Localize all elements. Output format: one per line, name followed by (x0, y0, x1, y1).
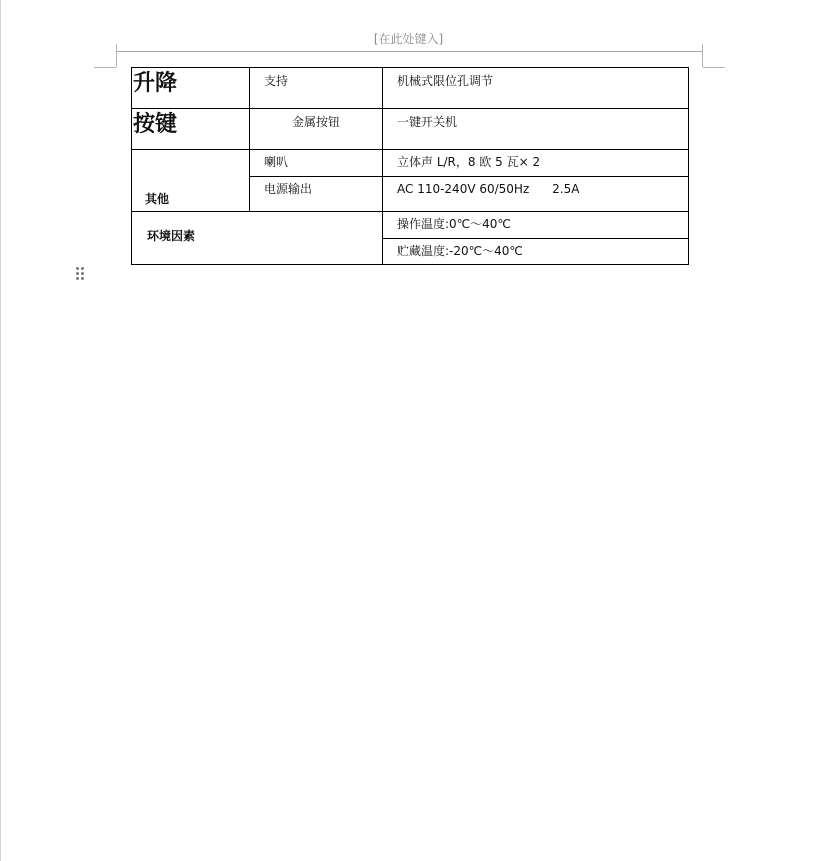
table-cell-category[interactable]: 环境因素 (132, 212, 383, 265)
table-cell-value[interactable]: 立体声 L/R，8 欧 5 瓦× 2 (383, 150, 689, 177)
header-corner-mark-right (702, 44, 703, 51)
margin-corner-mark-right (703, 67, 725, 68)
table-cell-value[interactable]: AC 110-240V 60/50Hz 2.5A (383, 177, 689, 212)
table-cell-value[interactable]: 一键开关机 (383, 109, 689, 150)
table-cell-category[interactable]: 升降 (132, 68, 250, 109)
table-cell-key[interactable]: 金属按钮 (250, 109, 383, 150)
margin-corner-mark-left-vertical (116, 51, 117, 67)
table-cell-key[interactable]: 电源输出 (250, 177, 383, 212)
header-placeholder[interactable]: [在此处键入] (373, 32, 444, 46)
spec-table (131, 67, 689, 265)
table-row (132, 212, 689, 239)
table-cell-value[interactable]: 操作温度:0℃～40℃ (383, 212, 689, 239)
table-cell-value[interactable]: 贮藏温度:-20℃～40℃ (383, 239, 689, 265)
margin-corner-mark-left (94, 67, 116, 68)
table-cell-key[interactable]: 支持 (250, 68, 383, 109)
table-row (132, 109, 689, 150)
header-divider (116, 51, 703, 52)
table-cell-value[interactable]: 机械式限位孔调节 (383, 68, 689, 109)
header-corner-mark-left (116, 44, 117, 51)
table-row (132, 68, 689, 109)
table-row (132, 150, 689, 177)
drag-handle-icon[interactable] (76, 267, 84, 281)
margin-corner-mark-right-vertical (702, 51, 703, 67)
table-cell-key[interactable]: 喇叭 (250, 150, 383, 177)
table-cell-category[interactable]: 其他 (132, 150, 250, 212)
table-cell-category[interactable]: 按键 (132, 109, 250, 150)
